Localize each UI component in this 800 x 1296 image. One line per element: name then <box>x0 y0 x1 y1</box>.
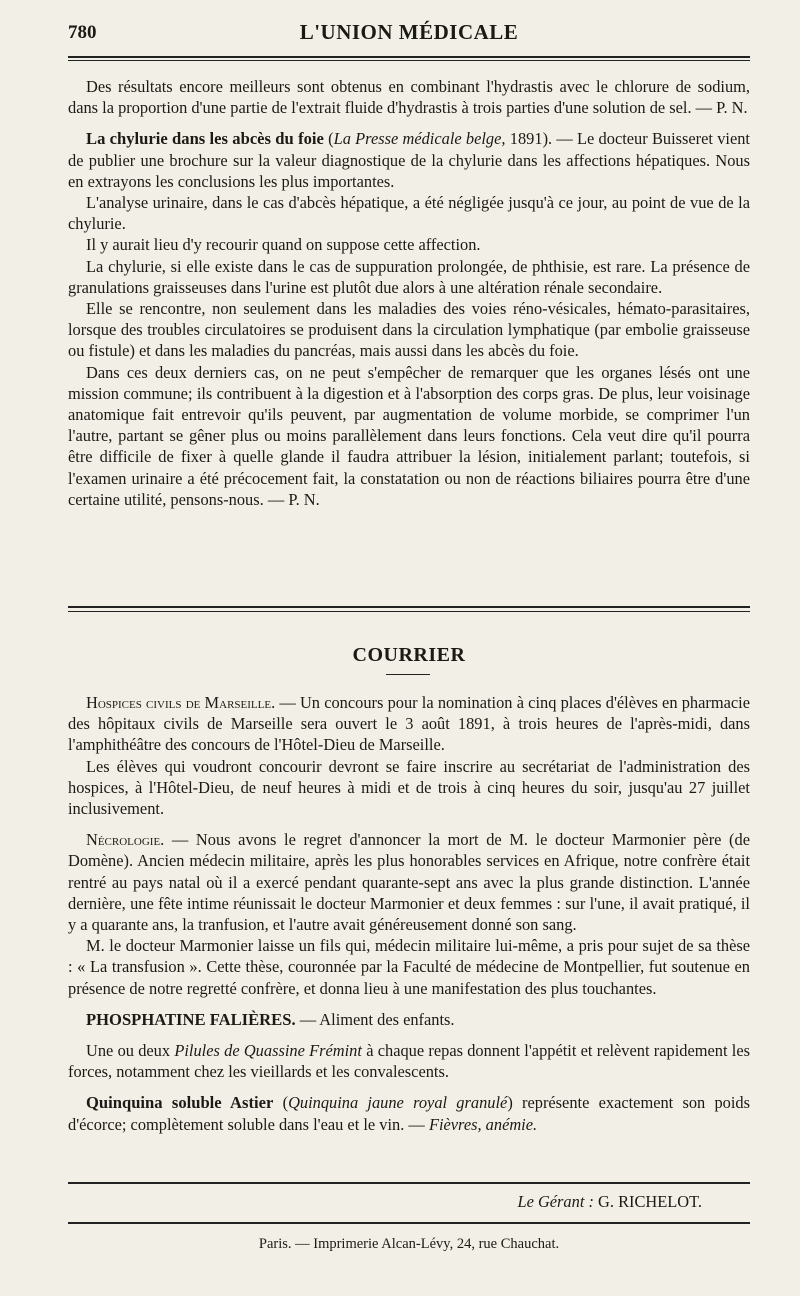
necrologie-heading: Nécrologie. <box>86 830 165 850</box>
paragraph-rare: La chylurie, si elle existe dans le cas de suppuration prolongée, de phthisie, est rare. La présence de granulations graisseuses dans l'urine est plutôt due alors à une altération rénale secondaire. <box>68 256 750 297</box>
phosphatine-heading: PHOSPHATINE FALIÈRES. <box>86 1009 296 1029</box>
section-rule-thin <box>68 611 750 612</box>
header-rule <box>68 56 750 58</box>
chylurie-heading: La chylurie dans les abcès du foie <box>86 129 324 149</box>
courrier-heading: COURRIER <box>352 644 466 666</box>
paragraph-hydrastis: Des résultats encore meilleurs sont obtenus en combinant l'hydrastis avec le chlorure de sodium, dans la proportion d'une partie de l'extrait fluide d'hydrastis à trois parties d'une solution de sel. — P. N. <box>68 77 750 118</box>
chylurie-intro: 1891). — Le docteur Buisseret vient de publier une brochure sur la valeur diagnostique de la chylurie dans les affections hépatiques. Nous en extrayons les conclusions les plus importantes. <box>68 129 750 191</box>
paragraph-necrologie-fils: M. le docteur Marmonier laisse un fils qui, médecin militaire lui-même, a pris pour sujet de sa thèse : « La transfusion ». Cette thèse, couronnée par la Faculté de médecine de Montpellier, fut soutenue en présence de notre regretté confrère, et donna lieu à une manifestation des plus touchantes. <box>68 936 750 998</box>
page-number: 780 <box>68 22 97 43</box>
paragraph-hospices: Hospices civils de Marseille. — Un concours pour la nomination à cinq places d'élèves en pharmacie des hôpitaux civils de Marseille sera ouvert le 3 août 1891, à trois heures de l'après-midi, dans l'amphithéâtre des concours de l'Hôtel-Dieu de Marseille. <box>68 693 750 755</box>
hospices-heading: Hospices civils de Marseille. <box>86 693 276 712</box>
paragraph-rencontre: Elle se rencontre, non seulement dans les maladies des voies réno-vésicales, hémato-parasitaires, lorsque des troubles circulatoires se produisent dans la circulation lymphatique (par embolie graisseuse ou fistule) et dans les maladies du pancréas, mais aussi dans les abcès du foie. <box>68 299 750 361</box>
quinquina-tagline: Fièvres, anémie. <box>428 1114 538 1134</box>
quinquina-subtitle: Quinquina jaune royal granulé <box>288 1093 508 1113</box>
quinquina-heading: Quinquina soluble Astier <box>86 1093 274 1113</box>
header-rule-thin <box>68 60 750 61</box>
pilules-name: Pilules de Quassine Frémint <box>174 1041 362 1061</box>
paragraph-recourir: Il y aurait lieu d'y recourir quand on suppose cette affection. <box>86 235 481 255</box>
gerant-signature: Le Gérant : G. RICHELOT. <box>517 1192 702 1211</box>
footer-rule-bottom <box>68 1222 750 1224</box>
paragraph-chylurie: La chylurie dans les abcès du foie (La Presse médicale belge, 1891). — Le docteur Buisseret vient de publier une brochure sur la valeur diagnostique de la chylurie dans les affections hépatiques. Nous en extrayons les conclusions les plus importantes. <box>68 129 750 191</box>
imprint-line: Paris. — Imprimerie Alcan-Lévy, 24, rue Chauchat. <box>258 1236 560 1252</box>
courrier-body <box>68 692 750 1135</box>
ad-pilules: Une ou deux Pilules de Quassine Frémint à chaque repas donnent l'appétit et relèvent rapidement les forces, notamment chez les vieillards et les convalescents. <box>68 1041 750 1082</box>
ad-quinquina: Quinquina soluble Astier (Quinquina jaune royal granulé) représente exactement son poids d'écorce; complètement soluble dans l'eau et le vin. — Fièvres, anémie. <box>68 1093 750 1134</box>
courrier-underline <box>386 674 430 675</box>
journal-title: L'UNION MÉDICALE <box>299 20 519 44</box>
paragraph-necrologie: Nécrologie. — Nous avons le regret d'annoncer la mort de M. le docteur Marmonier père (de Domène). Ancien médecin militaire, après les plus honorables services en Afrique, notre confrère était rentré au pays natal où il a exercé pendant quarante-sept ans avec la plus grande distinction. L'année dernière, une fête intime réunissait le docteur Marmonier et deux femmes : sur l'une, il avait pratiqué, il y a quarante ans, la tranfusion, et l'autre avait généreusement donné son sang. <box>68 830 750 935</box>
paragraph-analyse: L'analyse urinaire, dans le cas d'abcès hépatique, a été négligée jusqu'à ce jour, au point de vue de la chylurie. <box>68 193 750 234</box>
running-header <box>68 20 750 50</box>
paragraph-hospices-inscription: Les élèves qui voudront concourir devront se faire inscrire au secrétariat de l'administration des hospices, à l'Hôtel-Dieu, de neuf heures à midi et de trois à cinq heures du soir, jusqu'au 27 juillet inclusivement. <box>68 756 750 819</box>
paragraph-conclusion: Dans ces deux derniers cas, on ne peut s'empêcher de remarquer que les organes lésés ont une mission commune; ils contribuent à la digestion et à l'absorption des corps gras. De plus, leur voisinage anatomique fait entrevoir qu'ils peuvent, par augmentation de volume morbide, se comprimer l'un l'autre, partant se gêner plus ou moins parallèlement dans leurs fonctions. Cela veut dire qu'il pourra être difficile de fixer à quelle glande il faudra attribuer la lésion, initialement parlant; toutefois, si l'examen urinaire a été précocement fait, la constatation ou non de réactions biliaires pourra être d'une certaine utilité, pensons-nous. — P. N. <box>68 362 750 509</box>
footer-rule-top <box>68 1182 750 1184</box>
chylurie-source: La Presse médicale belge, <box>333 129 506 149</box>
article-body <box>68 76 750 510</box>
ad-phosphatine: PHOSPHATINE FALIÈRES. — Aliment des enfants. <box>86 1009 455 1029</box>
gerant-name: G. RICHELOT. <box>598 1192 702 1211</box>
section-rule <box>68 606 750 608</box>
